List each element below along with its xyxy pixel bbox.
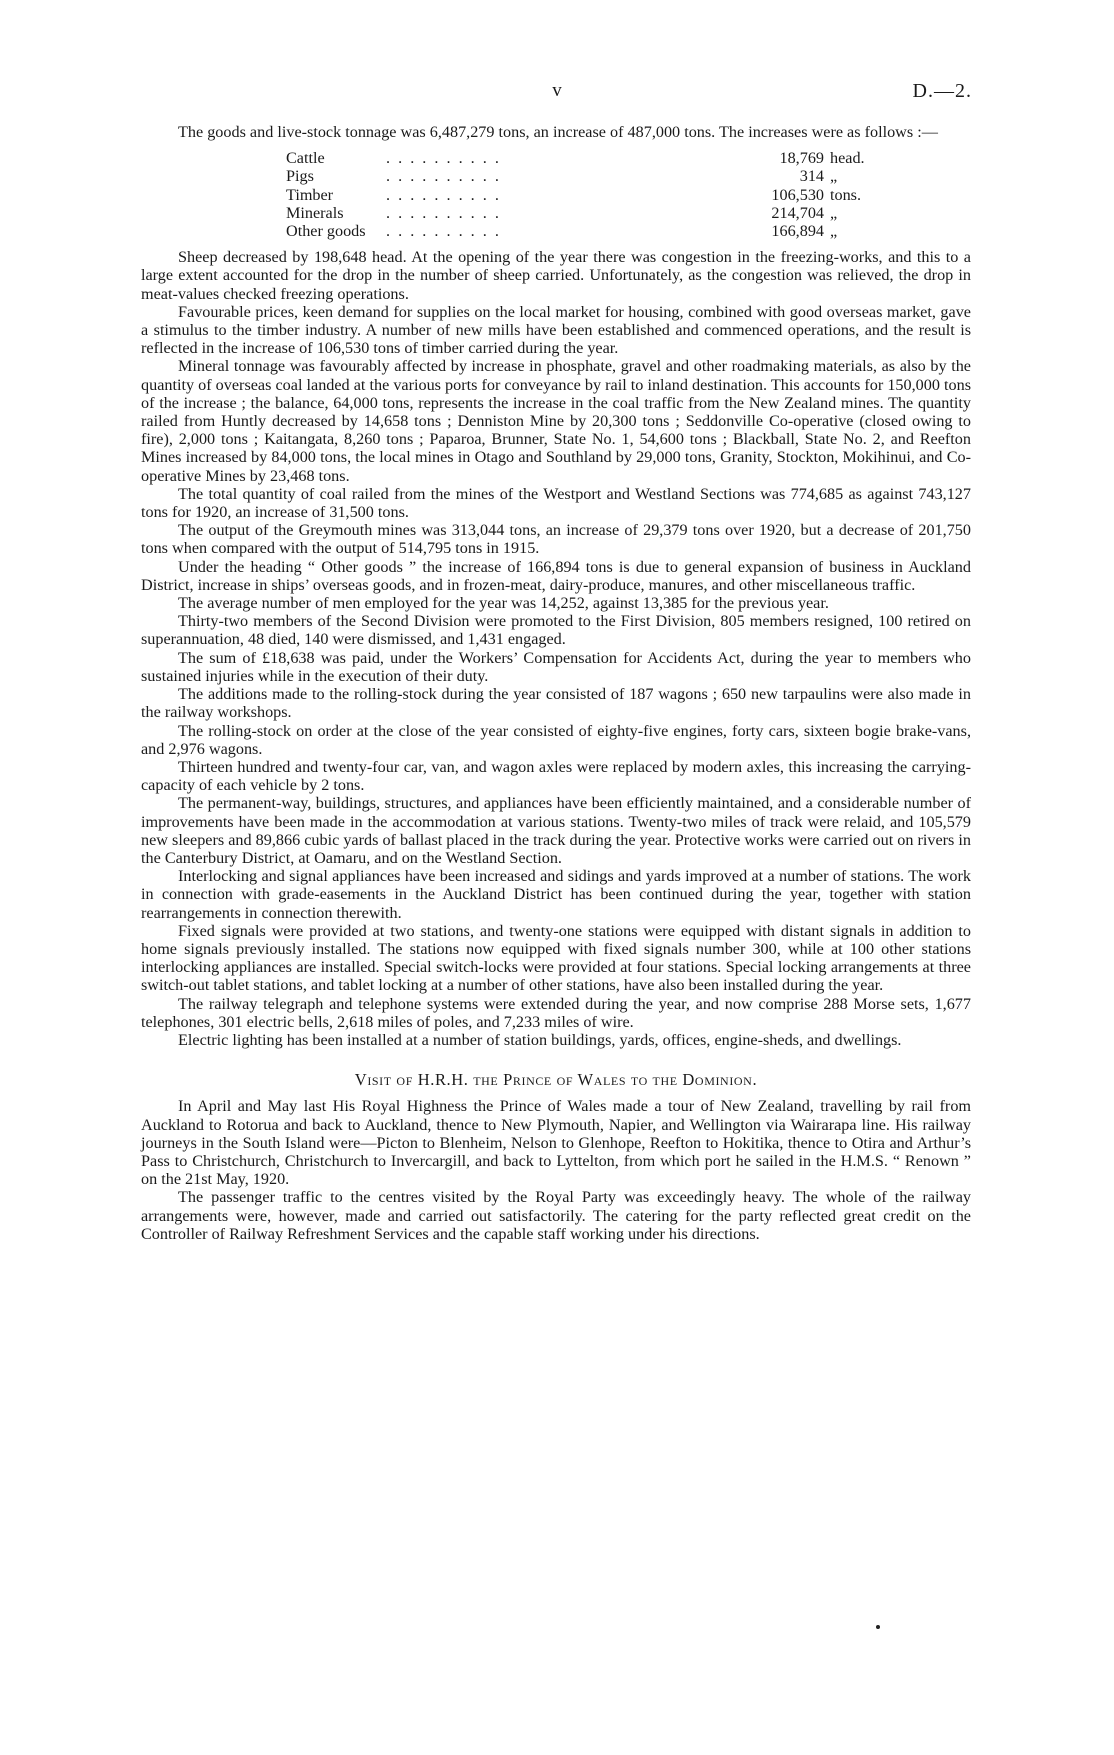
paragraph: Thirty-two members of the Second Division were promoted to the First Division, 805 members resigned, 100 retired on superannuation, 48 died, 140 were dismissed, and 1,431 engaged. xyxy=(141,612,971,649)
page-number: v xyxy=(552,80,562,101)
paragraph: Favourable prices, keen demand for supplies on the local market for housing, combined with good overseas market, gave a stimulus to the timber industry. A number of new mills have been established and commenced operations, and the result is reflected in the increase of 106,530 tons of timber carried during the year. xyxy=(141,302,971,358)
section-paragraph: The passenger traffic to the centres visited by the Royal Party was exceedingly heavy. The whole of the railway arrangements were, however, made and carried out satisfactorily. The catering for the party reflected great credit on the Controller of Railway Refreshment Services and the capable staff working under his directions. xyxy=(141,1188,971,1243)
section-heading: Visit of H.R.H. the Prince of Wales to the Dominion. xyxy=(354,1070,758,1090)
table-item: Minerals xyxy=(286,203,344,222)
intro-paragraph: The goods and live-stock tonnage was 6,487,279 tons, an increase of 487,000 tons. The increases were as follows :— xyxy=(178,123,938,141)
report-code: D.—2. xyxy=(912,80,972,102)
table-value: 166,894 xyxy=(771,222,824,241)
table-row xyxy=(286,149,890,167)
paragraph: Fixed signals were provided at two stations, and twenty-one stations were equipped with distant signals in addition to home signals previously installed. The stations now equipped with fixed signals number 300, while at 100 other stations interlocking appliances are installed. Special switch-locks were provided at four stations. Special locking arrangements at three switch-out tablet stations, and tablet locking at a number of other stations, have also been installed during the year. xyxy=(141,921,971,995)
section-paragraph: In April and May last His Royal Highness the Prince of Wales made a tour of New Zealand, travelling by rail from Auckland to Rotorua and back to Auckland, thence to New Plymouth, Napier, and Wellington via Wairarapa line. His railway journeys in the South Island were—Picton to Blenheim, Nelson to Glenhope, Reefton to Hokitika, thence to Otira and Arthur’s Pass to Christchurch, Christchurch to Invercargill, and back to Lyttelton, from which port he sailed in the H.M.S. “ Renown ” on the 21st May, 1920. xyxy=(141,1097,971,1189)
table-value: 314 xyxy=(799,167,824,186)
table-unit: „ xyxy=(830,167,838,186)
table-unit: tons. xyxy=(830,185,862,204)
table-unit: „ xyxy=(830,203,838,222)
paragraph: Sheep decreased by 198,648 head. At the opening of the year there was congestion in the freezing-works, and this to a large extent accounted for the drop in the number of sheep carried. Unfortunately, as the congestion was relieved, the drop in meat-values checked freezing operations. xyxy=(141,248,971,303)
table-value: 214,704 xyxy=(771,203,824,222)
paragraph: The output of the Greymouth mines was 313,044 tons, an increase of 29,379 tons over 1920, but a decrease of 201,750 tons when compared with the output of 514,795 tons in 1915. xyxy=(141,521,971,558)
table-leader-dots: . . . . . . . . . . xyxy=(386,149,501,168)
paragraph: Electric lighting has been installed at a number of station buildings, yards, offices, engine-sheds, and dwellings. xyxy=(178,1030,902,1049)
stray-mark xyxy=(876,1625,880,1629)
increases-table xyxy=(286,149,890,240)
table-unit: „ xyxy=(830,222,838,241)
paragraph: The sum of £18,638 was paid, under the Workers’ Compensation for Accidents Act, during the year to members who sustained injuries while in the execution of their duty. xyxy=(141,648,971,685)
paragraph: The total quantity of coal railed from the mines of the Westport and Westland Sections was 774,685 as against 743,127 tons for 1920, an increase of 31,500 tons. xyxy=(141,484,971,522)
paragraph: The railway telegraph and telephone systems were extended during the year, and now comprise 288 Morse sets, 1,677 telephones, 301 electric bells, 2,618 miles of poles, and 7,233 miles of wire. xyxy=(141,994,971,1031)
table-item: Timber xyxy=(286,185,334,204)
table-row xyxy=(286,222,890,240)
table-leader-dots: . . . . . . . . . . xyxy=(386,185,501,204)
table-value: 18,769 xyxy=(779,149,824,168)
paragraph: Under the heading “ Other goods ” the increase of 166,894 tons is due to general expansion of business in Auckland District, increase in ships’ overseas goods, and in frozen-meat, dairy-produce, manures, and other miscellaneous traffic. xyxy=(141,557,971,594)
table-leader-dots: . . . . . . . . . . xyxy=(386,222,501,241)
table-leader-dots: . . . . . . . . . . xyxy=(386,167,501,186)
table-leader-dots: . . . . . . . . . . xyxy=(386,203,501,222)
table-value: 106,530 xyxy=(771,185,824,204)
paragraph: Interlocking and signal appliances have been increased and sidings and yards improved at a number of stations. The work in connection with grade-easements in the Auckland District has been continued during the year, together with station rearrangements in connection therewith. xyxy=(141,867,971,922)
paragraph: The rolling-stock on order at the close of the year consisted of eighty-five engines, forty cars, sixteen bogie brake-vans, and 2,976 wagons. xyxy=(141,721,971,758)
paragraph: Thirteen hundred and twenty-four car, van, and wagon axles were replaced by modern axles, this increasing the carrying-capacity of each vehicle by 2 tons. xyxy=(141,757,971,795)
table-item: Cattle xyxy=(286,149,325,168)
table-unit: head. xyxy=(830,149,865,168)
table-row xyxy=(286,167,890,185)
table-item: Other goods xyxy=(286,222,366,241)
body-text xyxy=(141,123,971,1243)
paragraph: The average number of men employed for the year was 14,252, against 13,385 for the previous year. xyxy=(178,594,829,613)
table-item: Pigs xyxy=(286,167,314,186)
table-row xyxy=(286,186,890,204)
paragraph: Mineral tonnage was favourably affected by increase in phosphate, gravel and other roadmaking materials, as also by the quantity of overseas coal landed at the various ports for conveyance by rail to inland destination. This accounts for 150,000 tons of the increase ; the balance, 64,000 tons, represents the increase in the coal traffic from the New Zealand mines. The quantity railed from Huntly decreased by 14,658 tons ; Denniston Mine by 20,300 tons ; Seddonville Co-operative (closed owing to fire), 2,000 tons ; Kaitangata, 8,260 tons ; Paparoa, Brunner, State No. 1, 54,600 tons ; Blackball, State No. 2, and Reefton Mines increased by 84,000 tons, the local mines in Otago and Southland by 29,000 tons, Granity, Stockton, Mokihinui, and Co-operative Mines by 23,468 tons. xyxy=(141,357,971,485)
paragraph: The permanent-way, buildings, structures, and appliances have been efficiently maintained, and a considerable number of improvements have been made in the accommodation at various stations. Twenty-two miles of track were relaid, and 105,579 new sleepers and 89,866 cubic yards of ballast placed in the track during the year. Protective works were carried out on rivers in the Canterbury District, at Oamaru, and on the Westland Section. xyxy=(141,794,971,867)
paragraph: The additions made to the rolling-stock during the year consisted of 187 wagons ; 650 new tarpaulins were also made in the railway workshops. xyxy=(141,685,971,722)
table-row xyxy=(286,204,890,222)
